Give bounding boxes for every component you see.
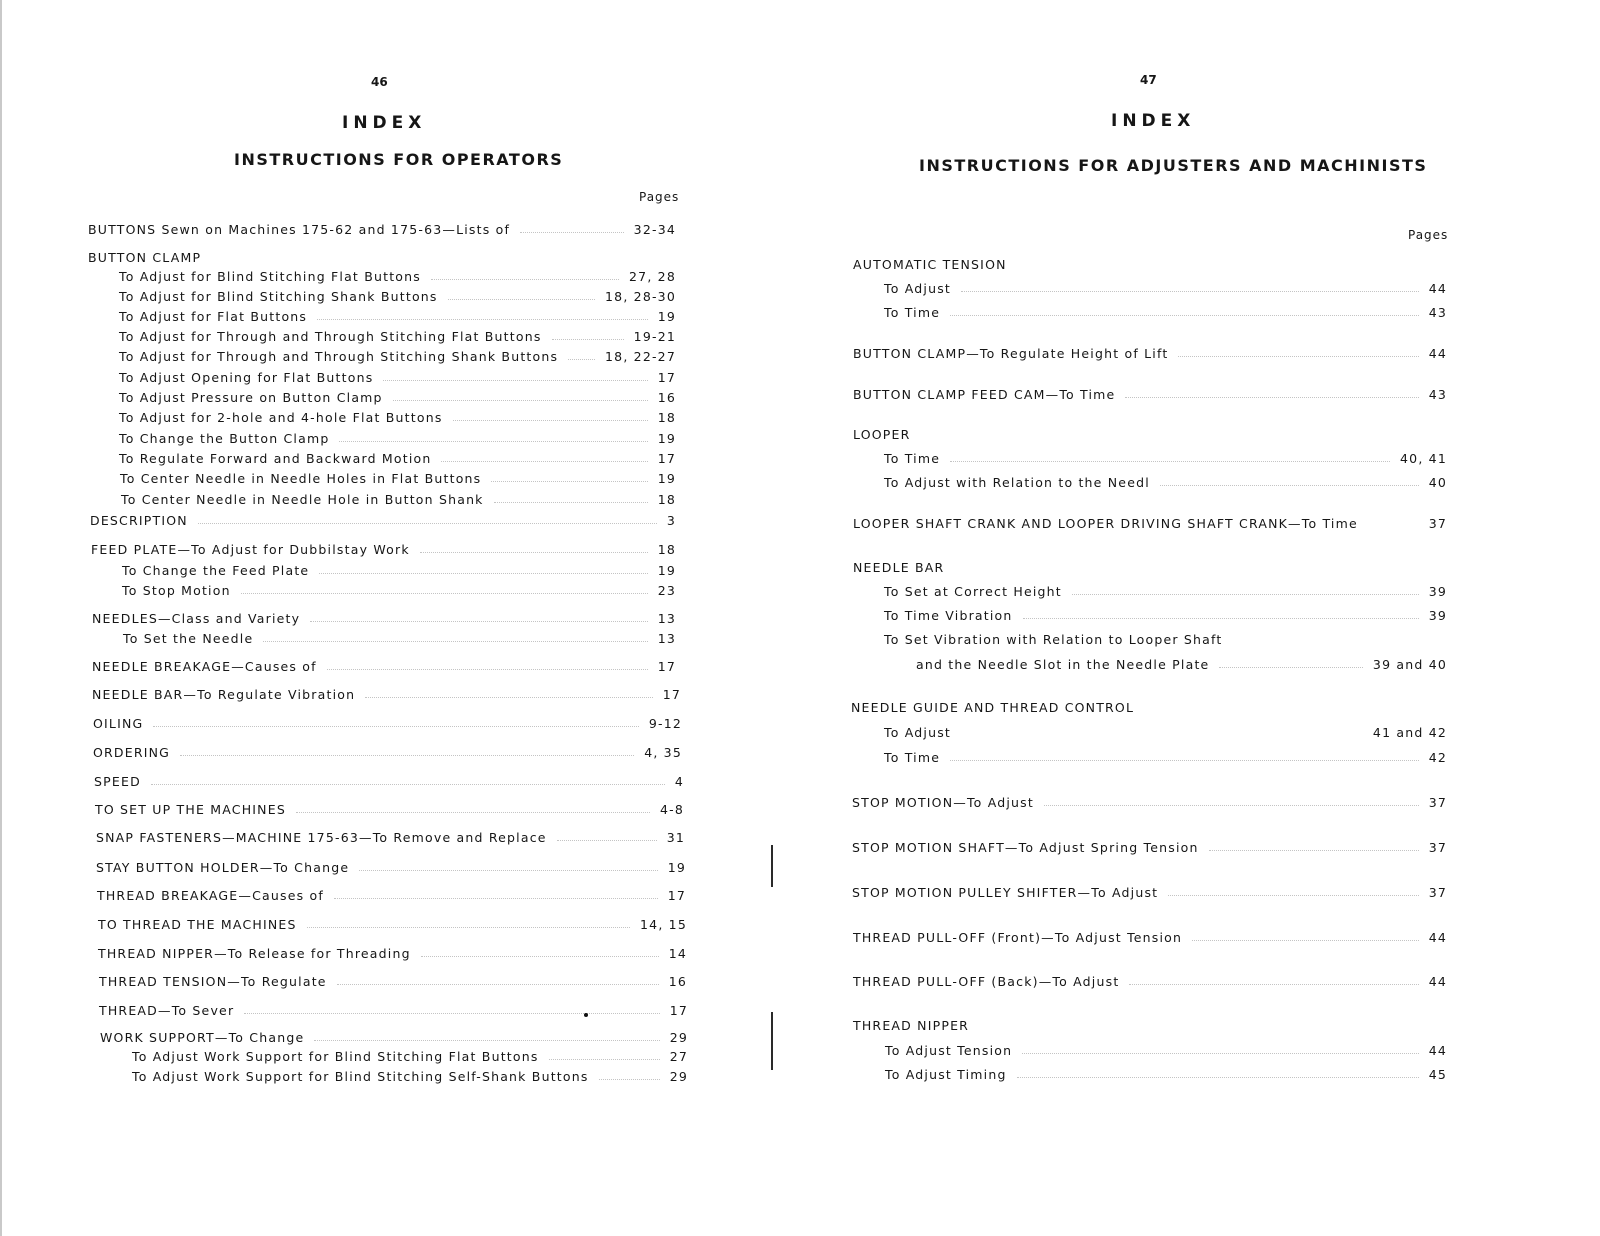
- entry-label: To Set at Correct Height: [884, 584, 1062, 599]
- entry-label: To Adjust for 2-hole and 4-hole Flat Buttons: [119, 410, 443, 425]
- leader-dots: [337, 984, 659, 985]
- page-number: 46: [371, 75, 388, 89]
- leader-dots: [1178, 356, 1418, 357]
- entry-pages: 16: [668, 974, 687, 989]
- index-entry: [91, 540, 676, 557]
- entry-label: THREAD BREAKAGE—Causes of: [97, 888, 324, 903]
- entry-pages: 18: [657, 542, 676, 557]
- index-subentry: [123, 629, 676, 646]
- entry-pages: 27, 28: [629, 269, 676, 284]
- entry-label: TO SET UP THE MACHINES: [95, 802, 286, 817]
- leader-dots: [549, 1059, 660, 1060]
- entry-pages: 17: [667, 888, 686, 903]
- index-entry: [94, 772, 684, 789]
- index-entry: [96, 858, 686, 875]
- index-subentry: [884, 748, 1447, 765]
- entry-label: LOOPER SHAFT CRANK AND LOOPER DRIVING SHAFT CRANK—To Time: [853, 516, 1358, 531]
- entry-pages: 39: [1428, 584, 1447, 599]
- entry-label: OILING: [93, 716, 144, 731]
- index-subentry: [132, 1067, 688, 1084]
- entry-pages: 19: [657, 471, 676, 486]
- index-subentry: [884, 279, 1447, 296]
- entry-pages: 13: [657, 611, 676, 626]
- entry-pages: 19: [657, 431, 676, 446]
- index-entry: [99, 1001, 688, 1018]
- entry-pages: 19: [667, 860, 686, 875]
- entry-label: and the Needle Slot in the Needle Plate: [916, 657, 1210, 672]
- leader-dots: [393, 400, 648, 401]
- index-subentry: [884, 606, 1447, 623]
- index-entry: [852, 838, 1447, 855]
- entry-label: THREAD PULL-OFF (Back)—To Adjust: [853, 974, 1120, 989]
- entry-label: To Adjust: [884, 281, 952, 296]
- entry-pages: 9-12: [648, 716, 682, 731]
- index-subentry: [122, 561, 676, 578]
- entry-label: NEEDLE BREAKAGE—Causes of: [92, 659, 317, 674]
- entry-pages: 19: [657, 563, 676, 578]
- entry-label: AUTOMATIC TENSION: [853, 257, 1007, 272]
- entry-label: To Adjust with Relation to the Needl: [884, 475, 1150, 490]
- leader-dots: [244, 1013, 659, 1014]
- index-subentry: [119, 388, 676, 405]
- leader-dots: [1209, 850, 1419, 851]
- entry-pages: 29: [669, 1069, 688, 1084]
- entry-label: BUTTON CLAMP FEED CAM—To Time: [853, 387, 1116, 402]
- entry-pages: 45: [1428, 1067, 1447, 1082]
- entry-label: THREAD NIPPER—To Release for Threading: [98, 946, 411, 961]
- entry-label: To Time: [884, 305, 941, 320]
- index-subentry: [132, 1047, 688, 1064]
- entry-pages: 17: [662, 687, 681, 702]
- entry-pages: 3: [666, 513, 676, 528]
- entry-pages: 44: [1428, 974, 1447, 989]
- entry-label: To Time: [884, 451, 941, 466]
- entry-pages: 27: [669, 1049, 688, 1064]
- leader-dots: [1072, 594, 1419, 595]
- index-entry: [853, 928, 1447, 945]
- entry-pages: 4: [674, 774, 684, 789]
- index-subentry: [884, 303, 1447, 320]
- entry-label: To Adjust Work Support for Blind Stitching Self-Shank Buttons: [132, 1069, 589, 1084]
- entry-pages: 44: [1428, 346, 1447, 361]
- entry-label: STAY BUTTON HOLDER—To Change: [96, 860, 350, 875]
- entry-label: BUTTON CLAMP: [88, 250, 202, 265]
- entry-pages: 44: [1428, 930, 1447, 945]
- leader-dots: [263, 641, 647, 642]
- leader-dots: [520, 232, 624, 233]
- entry-label: To Adjust for Through and Through Stitching Flat Buttons: [119, 329, 542, 344]
- entry-label: To Center Needle in Needle Holes in Flat Buttons: [120, 471, 482, 486]
- index-subentry: [119, 287, 676, 304]
- leader-dots: [441, 461, 647, 462]
- leader-dots: [1168, 895, 1418, 896]
- leader-dots: [359, 870, 657, 871]
- entry-pages: 41 and 42: [1372, 725, 1447, 740]
- index-entry: [853, 425, 1447, 442]
- leader-dots: [1125, 397, 1418, 398]
- entry-pages: 31: [666, 830, 685, 845]
- index-subentry: [885, 1041, 1447, 1058]
- index-entry: [90, 511, 676, 528]
- index-entry: [853, 514, 1447, 531]
- entry-label: NEEDLES—Class and Variety: [92, 611, 301, 626]
- leader-dots: [319, 573, 647, 574]
- index-subentry: [119, 368, 676, 385]
- entry-label: To Regulate Forward and Backward Motion: [119, 451, 432, 466]
- index-entry: [96, 828, 685, 845]
- leader-dots: [491, 481, 647, 482]
- leader-dots: [339, 441, 647, 442]
- entry-label: NEEDLE BAR—To Regulate Vibration: [92, 687, 356, 702]
- entry-pages: 17: [669, 1003, 688, 1018]
- entry-pages: 32-34: [633, 222, 676, 237]
- index-entry: [93, 714, 682, 731]
- leader-dots: [383, 380, 647, 381]
- entry-label: THREAD PULL-OFF (Front)—To Adjust Tension: [853, 930, 1183, 945]
- entry-label: SPEED: [94, 774, 141, 789]
- index-entry: [853, 1016, 1447, 1033]
- right-page: [800, 0, 1600, 1236]
- leader-dots: [180, 755, 634, 756]
- entry-pages: 44: [1428, 281, 1447, 296]
- index-entry: [98, 915, 687, 932]
- index-entry: [97, 886, 686, 903]
- entry-label: To Adjust Opening for Flat Buttons: [119, 370, 374, 385]
- index-entry: [851, 698, 1447, 715]
- entry-pages: 17: [657, 451, 676, 466]
- leader-dots: [1160, 485, 1419, 486]
- entry-pages: 13: [657, 631, 676, 646]
- entry-label: To Stop Motion: [122, 583, 231, 598]
- entry-label: To Adjust Timing: [885, 1067, 1007, 1082]
- leader-dots: [296, 812, 650, 813]
- leader-dots: [307, 927, 630, 928]
- leader-dots: [1129, 984, 1418, 985]
- entry-pages: 17: [657, 659, 676, 674]
- index-subentry: [885, 1065, 1447, 1082]
- leader-dots: [950, 315, 1419, 316]
- index-title: INDEX: [1111, 111, 1196, 131]
- entry-label: THREAD TENSION—To Regulate: [99, 974, 327, 989]
- entry-pages: 14, 15: [640, 917, 687, 932]
- index-subentry: [119, 347, 676, 364]
- index-subentry: [119, 449, 676, 466]
- entry-pages: 43: [1428, 305, 1447, 320]
- index-entry: [92, 657, 676, 674]
- index-subentry: [122, 581, 676, 598]
- index-entry: [100, 1028, 688, 1045]
- entry-label: To Adjust for Flat Buttons: [119, 309, 308, 324]
- leader-dots: [448, 299, 595, 300]
- entry-pages: 18, 28-30: [605, 289, 676, 304]
- entry-label: FEED PLATE—To Adjust for Dubbilstay Work: [91, 542, 410, 557]
- entry-pages: 17: [657, 370, 676, 385]
- gutter-mark: [771, 845, 773, 887]
- index-subentry: [884, 723, 1447, 740]
- entry-label: To Center Needle in Needle Hole in Button Shank: [121, 492, 484, 507]
- index-subentry: [884, 473, 1447, 490]
- leader-dots: [568, 359, 595, 360]
- entry-label: To Adjust Work Support for Blind Stitching Flat Buttons: [132, 1049, 539, 1064]
- entry-pages: 18: [657, 492, 676, 507]
- leader-dots: [241, 593, 648, 594]
- entry-label: STOP MOTION PULLEY SHIFTER—To Adjust: [852, 885, 1159, 900]
- index-subentry: [120, 469, 676, 486]
- entry-label: NEEDLE BAR: [853, 560, 945, 575]
- entry-pages: 18: [657, 410, 676, 425]
- index-subentry: [884, 449, 1447, 466]
- leader-dots: [1017, 1077, 1419, 1078]
- index-entry: [93, 743, 682, 760]
- index-entry: [853, 344, 1447, 361]
- index-entry: [852, 793, 1447, 810]
- entry-pages: 18, 22-27: [605, 349, 676, 364]
- entry-pages: 29: [669, 1030, 688, 1045]
- entry-pages: 4, 35: [644, 745, 682, 760]
- index-subentry: [119, 408, 676, 425]
- leader-dots: [327, 669, 648, 670]
- entry-label: To Set the Needle: [123, 631, 254, 646]
- index-subentry: [119, 429, 676, 446]
- entry-label: To Adjust Pressure on Button Clamp: [119, 390, 383, 405]
- entry-pages: 43: [1428, 387, 1447, 402]
- leader-dots: [365, 697, 652, 698]
- entry-pages: 44: [1428, 1043, 1447, 1058]
- leader-dots: [950, 760, 1419, 761]
- leader-dots: [421, 956, 659, 957]
- entry-label: STOP MOTION—To Adjust: [852, 795, 1034, 810]
- index-entry: [853, 385, 1447, 402]
- index-entry: [99, 972, 687, 989]
- index-subentry: [119, 327, 676, 344]
- entry-pages: 42: [1428, 750, 1447, 765]
- index-subentry: [884, 630, 1447, 647]
- leader-dots: [1219, 667, 1362, 668]
- leader-dots: [314, 1040, 659, 1041]
- index-subentry: [916, 655, 1447, 672]
- entry-pages: 37: [1428, 516, 1447, 531]
- leader-dots: [1044, 805, 1419, 806]
- leader-dots: [557, 840, 657, 841]
- leader-dots: [420, 552, 648, 553]
- leader-dots: [317, 319, 648, 320]
- entry-pages: 39: [1428, 608, 1447, 623]
- entry-label: To Change the Button Clamp: [119, 431, 330, 446]
- index-entry: [88, 248, 676, 265]
- leader-dots: [494, 502, 648, 503]
- index-subentry: [119, 267, 676, 284]
- entry-pages: 4-8: [659, 802, 684, 817]
- index-entry: [98, 944, 687, 961]
- leader-dots: [1023, 618, 1419, 619]
- entry-pages: 14: [668, 946, 687, 961]
- entry-pages: 19: [657, 309, 676, 324]
- leader-dots: [1192, 940, 1419, 941]
- leader-dots: [151, 784, 665, 785]
- index-entry: [88, 220, 676, 237]
- leader-dots: [950, 461, 1390, 462]
- index-entry: [92, 609, 676, 626]
- section-subtitle: INSTRUCTIONS FOR ADJUSTERS AND MACHINISTS: [919, 156, 1428, 175]
- entry-label: THREAD—To Sever: [99, 1003, 235, 1018]
- entry-label: To Time: [884, 750, 941, 765]
- leader-dots: [310, 621, 647, 622]
- entry-label: To Set Vibration with Relation to Looper Shaft: [884, 632, 1223, 647]
- leader-dots: [552, 339, 624, 340]
- entry-label: To Adjust: [884, 725, 952, 740]
- index-entry: [853, 972, 1447, 989]
- pages-column-label: Pages: [639, 190, 680, 204]
- index-subentry: [121, 490, 676, 507]
- entry-label: To Change the Feed Plate: [122, 563, 310, 578]
- entry-label: BUTTON CLAMP—To Regulate Height of Lift: [853, 346, 1169, 361]
- index-title: INDEX: [342, 113, 427, 133]
- entry-label: BUTTONS Sewn on Machines 175-62 and 175-63—Lists of: [88, 222, 511, 237]
- section-subtitle: INSTRUCTIONS FOR OPERATORS: [234, 150, 564, 169]
- leader-dots: [1022, 1053, 1418, 1054]
- entry-label: To Adjust for Blind Stitching Flat Buttons: [119, 269, 421, 284]
- entry-label: THREAD NIPPER: [853, 1018, 970, 1033]
- index-subentry: [884, 582, 1447, 599]
- leader-dots: [431, 279, 619, 280]
- entry-label: NEEDLE GUIDE AND THREAD CONTROL: [851, 700, 1135, 715]
- entry-label: SNAP FASTENERS—MACHINE 175-63—To Remove and Replace: [96, 830, 547, 845]
- leader-dots: [599, 1079, 660, 1080]
- entry-pages: 40, 41: [1400, 451, 1447, 466]
- index-entry: [853, 255, 1447, 272]
- entry-label: To Adjust for Through and Through Stitching Shank Buttons: [119, 349, 559, 364]
- index-entry: [92, 685, 681, 702]
- entry-pages: 37: [1428, 840, 1447, 855]
- entry-pages: 19-21: [633, 329, 676, 344]
- entry-label: STOP MOTION SHAFT—To Adjust Spring Tension: [852, 840, 1199, 855]
- leader-dots: [153, 726, 638, 727]
- gutter-mark: [771, 1012, 773, 1070]
- index-subentry: [119, 307, 676, 324]
- index-entry: [853, 558, 1447, 575]
- entry-label: WORK SUPPORT—To Change: [100, 1030, 305, 1045]
- entry-pages: 23: [657, 583, 676, 598]
- entry-label: LOOPER: [853, 427, 911, 442]
- entry-label: To Time Vibration: [884, 608, 1013, 623]
- entry-pages: 39 and 40: [1372, 657, 1447, 672]
- pages-column-label: Pages: [1408, 228, 1449, 242]
- leader-dots: [453, 420, 648, 421]
- index-entry: [852, 883, 1447, 900]
- index-entry: [95, 800, 684, 817]
- entry-pages: 40: [1428, 475, 1447, 490]
- ink-speck: [584, 1013, 588, 1017]
- entry-pages: 16: [657, 390, 676, 405]
- leader-dots: [198, 523, 657, 524]
- page-number: 47: [1140, 73, 1157, 87]
- entry-pages: 37: [1428, 795, 1447, 810]
- entry-label: To Adjust for Blind Stitching Shank Buttons: [119, 289, 438, 304]
- leader-dots: [334, 898, 658, 899]
- entry-label: ORDERING: [93, 745, 171, 760]
- entry-label: To Adjust Tension: [885, 1043, 1013, 1058]
- entry-pages: 37: [1428, 885, 1447, 900]
- entry-label: DESCRIPTION: [90, 513, 188, 528]
- leader-dots: [961, 291, 1419, 292]
- entry-label: TO THREAD THE MACHINES: [98, 917, 297, 932]
